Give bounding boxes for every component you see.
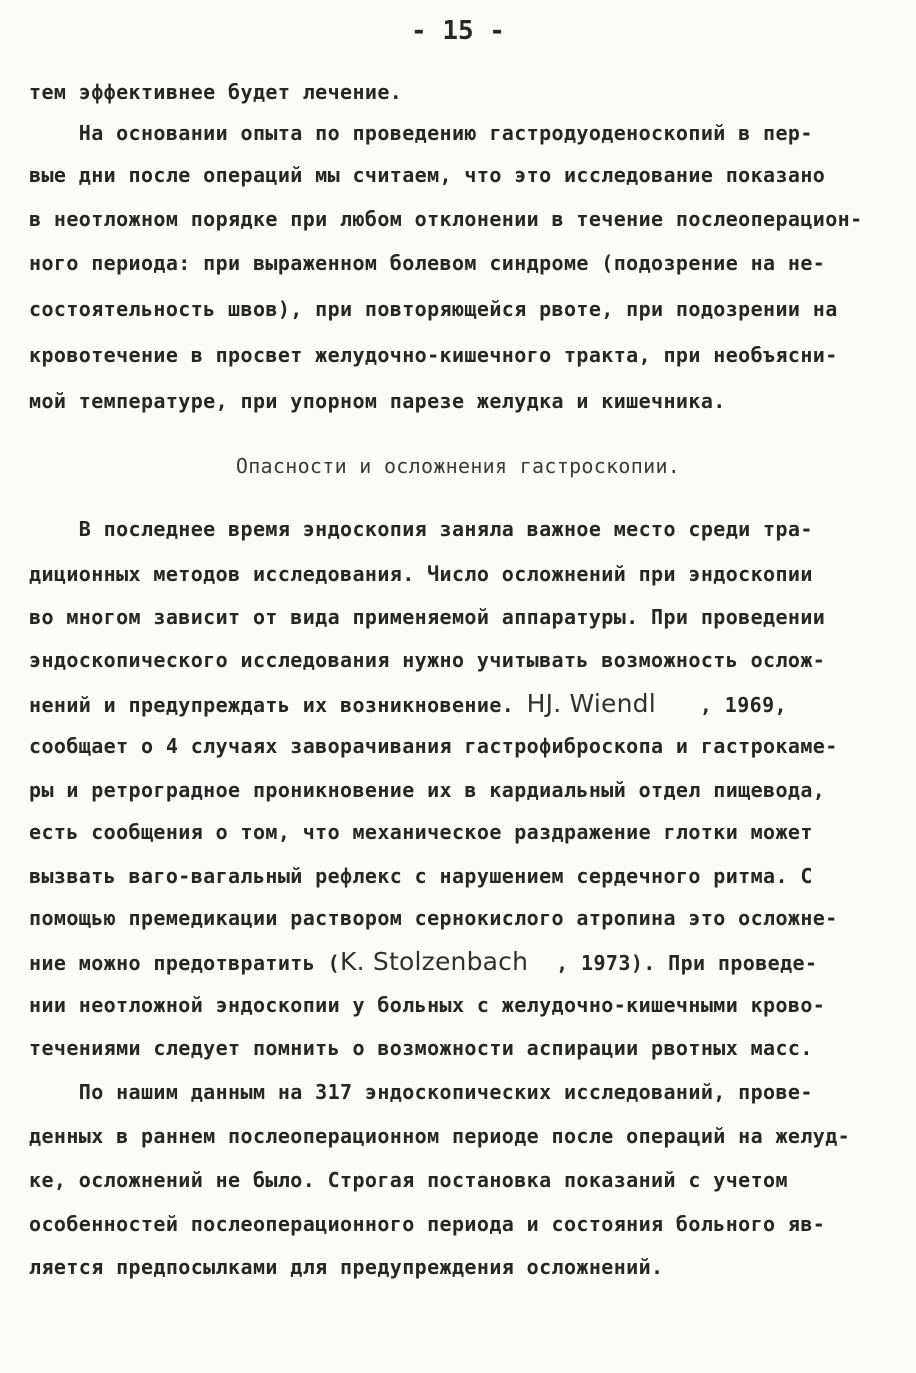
text-fragment: нений и предупреждать их возникновение. <box>29 693 515 717</box>
text-line: состоятельность швов), при повторяющейся рвоте, при подозрении на <box>29 297 838 321</box>
text-line: во многом зависит от вида применяемой аппаратуры. При проведении <box>29 605 826 629</box>
text-line: в неотложном порядке при любом отклонении в течение послеоперацион- <box>29 207 863 231</box>
text-line: есть сообщения о том, что механическое раздражение глотки может <box>29 820 813 844</box>
text-line: На основании опыта по проведению гастродуоденоскопий в пер- <box>29 121 813 145</box>
text-line: денных в раннем послеоперационном периоде после операций на желуд- <box>29 1124 851 1148</box>
text-line <box>29 690 787 719</box>
text-fragment: ние можно предотвратить ( <box>29 951 341 975</box>
text-line: сообщает о 4 случаях заворачивания гастрофиброскопа и гастрокаме- <box>29 734 838 758</box>
text-line: вые дни после операций мы считаем, что это исследование показано <box>29 163 826 187</box>
section-heading: Опасности и осложнения гастроскопии. <box>235 454 681 478</box>
text-line: В последнее время эндоскопия заняла важное место среди тра- <box>29 517 813 541</box>
text-line: помощью премедикации раствором сернокислого атропина это осложне- <box>29 906 838 930</box>
text-line: особенностей послеоперационного периода и состояния больного яв- <box>29 1212 826 1236</box>
text-line: тем эффективнее будет лечение. <box>29 80 403 104</box>
text-line: течениями следует помнить о возможности аспирации рвотных масс. <box>29 1036 813 1060</box>
text-line: ляется предпосылками для предупреждения осложнений. <box>29 1255 664 1279</box>
page-number: - 15 - <box>411 16 505 46</box>
text-line <box>29 948 817 977</box>
text-line: нии неотложной эндоскопии у больных с желудочно-кишечными крово- <box>29 993 826 1017</box>
text-fragment: , 1973). При проведе- <box>556 951 818 975</box>
text-line: мой температуре, при упорном парезе желудка и кишечника. <box>29 389 726 413</box>
handwritten-author: K. Stolzenbach <box>340 947 529 976</box>
text-line: диционных методов исследования. Число осложнений при эндоскопии <box>29 562 813 586</box>
text-line: вызвать ваго-вагальный рефлекс с нарушением сердечного ритма. С <box>29 864 813 888</box>
text-fragment: , 1969, <box>699 693 787 717</box>
text-line: эндоскопического исследования нужно учитывать возможность ослож- <box>29 648 826 672</box>
handwritten-author: HJ. Wiendl <box>526 689 656 718</box>
text-line: ке, осложнений не было. Строгая постановка показаний с учетом <box>29 1168 788 1192</box>
text-line: ного периода: при выраженном болевом синдроме (подозрение на не- <box>29 251 826 275</box>
text-line: кровотечение в просвет желудочно-кишечного тракта, при необъясни- <box>29 343 838 367</box>
text-line: По нашим данным на 317 эндоскопических исследований, прове- <box>29 1080 813 1104</box>
text-line: ры и ретроградное проникновение их в кардиальный отдел пищевода, <box>29 778 826 802</box>
